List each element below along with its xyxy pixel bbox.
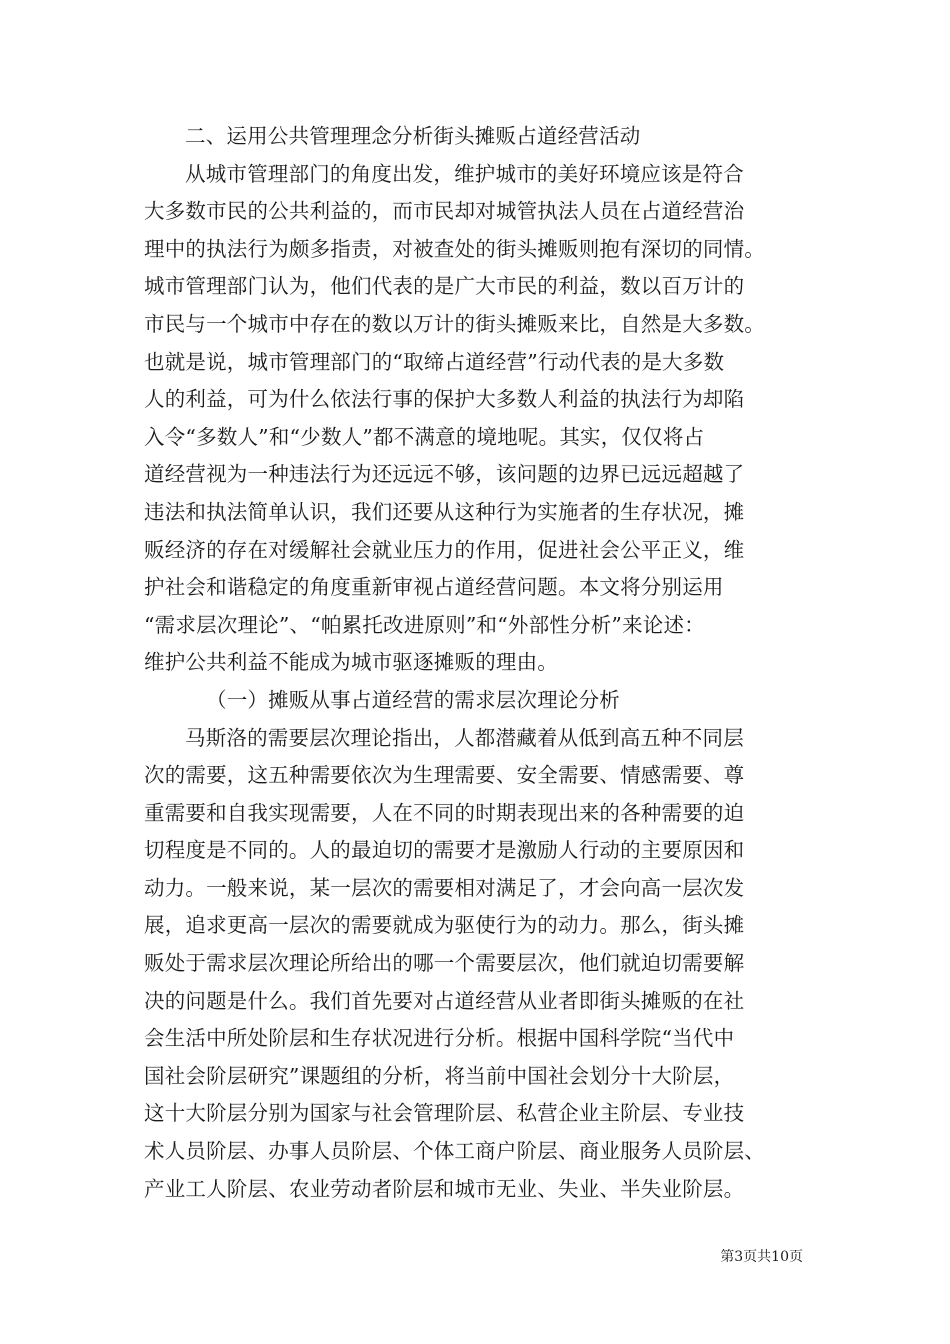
paragraph-line: 维护公共利益不能成为城市驱逐摊贩的理由。 bbox=[144, 650, 558, 675]
paragraph-line: 切程度是不同的。人的最迫切的需要才是激励人行动的主要原因和 bbox=[144, 838, 745, 863]
paragraph-line: 违法和执法简单认识，我们还要从这种行为实施者的生存状况，摊 bbox=[144, 499, 745, 524]
subsection-heading: （一）摊贩从事占道经营的需求层次理论分析 bbox=[206, 687, 620, 712]
paragraph-line: 大多数市民的公共利益的，而市民却对城管执法人员在占道经营治 bbox=[144, 199, 745, 224]
paragraph-line: 展，追求更高一层次的需要就成为驱使行为的动力。那么，街头摊 bbox=[144, 913, 745, 938]
paragraph-line: 理中的执法行为颇多指责，对被查处的街头摊贩则抱有深切的同情。 bbox=[144, 236, 765, 261]
paragraph-line: 市民与一个城市中存在的数以万计的街头摊贩来比，自然是大多数。 bbox=[144, 311, 765, 336]
paragraph-line: 道经营视为一种违法行为还远远不够，该问题的边界已远远超越了 bbox=[144, 462, 745, 487]
paragraph-line: 护社会和谐稳定的角度重新审视占道经营问题。本文将分别运用 bbox=[144, 575, 724, 600]
paragraph-line: 贩经济的存在对缓解社会就业压力的作用，促进社会公平正义，维 bbox=[144, 537, 745, 562]
section-heading: 二、运用公共管理理念分析街头摊贩占道经营活动 bbox=[185, 124, 641, 148]
paragraph-line: 从城市管理部门的角度出发，维护城市的美好环境应该是符合 bbox=[185, 161, 744, 186]
paragraph-line: 马斯洛的需要层次理论指出，人都潜藏着从低到高五种不同层 bbox=[185, 725, 744, 750]
paragraph-line: 动力。一般来说，某一层次的需要相对满足了，才会向高一层次发 bbox=[144, 875, 745, 900]
paragraph-line: 国社会阶层研究”课题组的分析，将当前中国社会划分十大阶层， bbox=[144, 1063, 735, 1088]
paragraph-line: 贩处于需求层次理论所给出的哪一个需要层次，他们就迫切需要解 bbox=[144, 951, 745, 976]
paragraph-line: 这十大阶层分别为国家与社会管理阶层、私营企业主阶层、专业技 bbox=[144, 1101, 745, 1126]
paragraph-line: 也就是说，城市管理部门的“取缔占道经营”行动代表的是大多数 bbox=[144, 349, 725, 374]
paragraph-2 bbox=[144, 720, 824, 1209]
paragraph-line: 术人员阶层、办事人员阶层、个体工商户阶层、商业服务人员阶层、 bbox=[144, 1139, 765, 1164]
paragraph-line: 入令“多数人”和“少数人”都不满意的境地呢。其实，仅仅将占 bbox=[144, 424, 705, 449]
page-number: 第3页共10页 bbox=[720, 1249, 803, 1265]
paragraph-line: 次的需要，这五种需要依次为生理需要、安全需要、情感需要、尊 bbox=[144, 763, 745, 788]
paragraph-line: 城市管理部门认为，他们代表的是广大市民的利益，数以百万计的 bbox=[144, 274, 745, 299]
paragraph-line: 产业工人阶层、农业劳动者阶层和城市无业、失业、半失业阶层。 bbox=[144, 1176, 745, 1201]
paragraph-line: 人的利益，可为什么依法行事的保护大多数人利益的执法行为却陷 bbox=[144, 387, 745, 412]
paragraph-line: “需求层次理论”、“帕累托改进原则”和“外部性分析”来论述： bbox=[144, 612, 705, 637]
paragraph-line: 会生活中所处阶层和生存状况进行分析。根据中国科学院“当代中 bbox=[144, 1026, 735, 1051]
paragraph-line: 决的问题是什么。我们首先要对占道经营从业者即街头摊贩的在社 bbox=[144, 988, 745, 1013]
paragraph-1 bbox=[144, 156, 824, 682]
paragraph-line: 重需要和自我实现需要，人在不同的时期表现出来的各种需要的迫 bbox=[144, 800, 745, 825]
document-body bbox=[144, 118, 824, 1208]
